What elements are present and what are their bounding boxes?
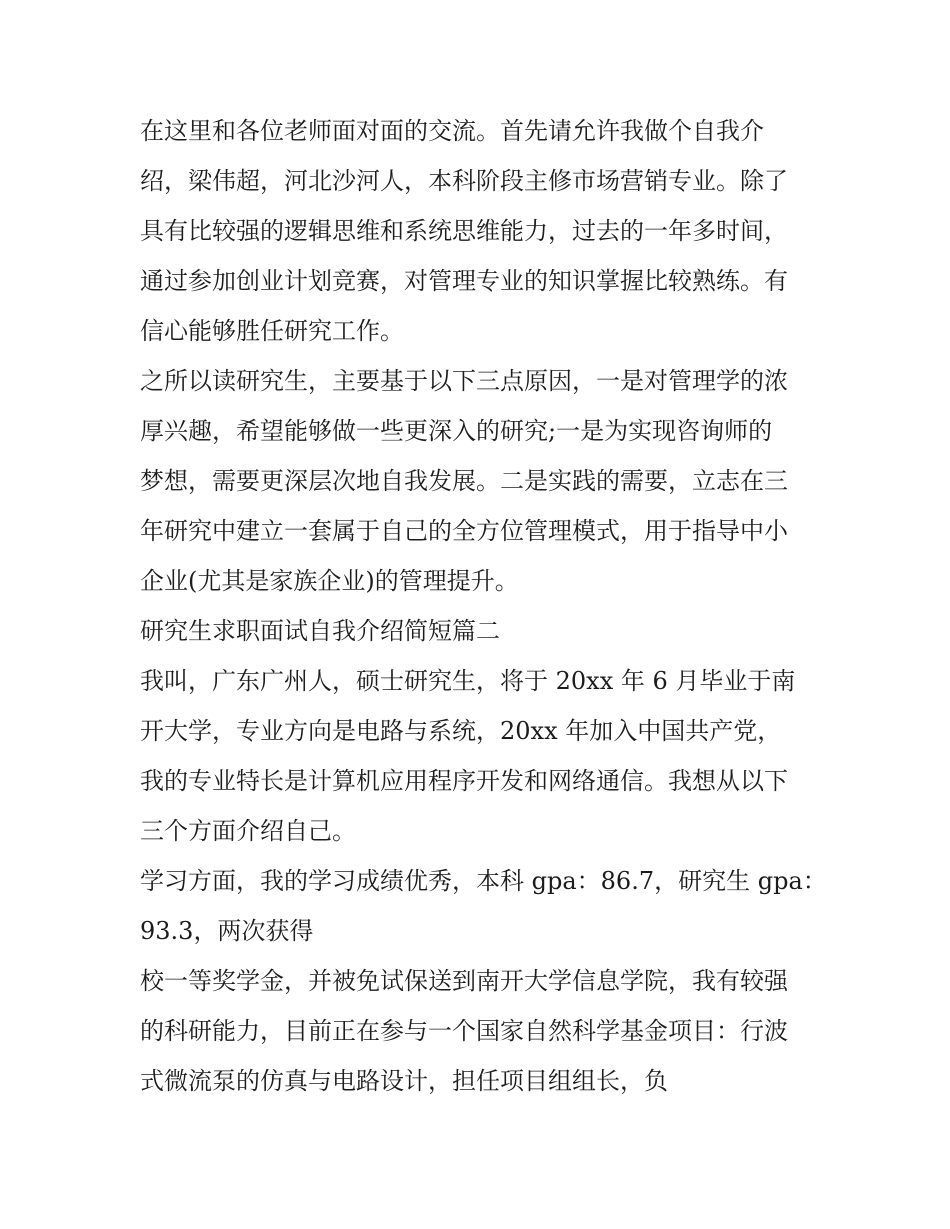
section-heading: 研究生求职面试自我介绍简短篇二 [140,617,500,645]
text-line-10: 企业(尤其是家族企业)的管理提升。 [140,567,519,595]
text-line-5: 信心能够胜任研究工作。 [140,317,404,345]
text-line-9: 年研究中建立一套属于自己的全方位管理模式，用于指导中小 [140,517,788,545]
text-line-3: 具有比较强的逻辑思维和系统思维能力，过去的一年多时间， [140,217,788,245]
text-line-4: 通过参加创业计划竞赛，对管理专业的知识掌握比较熟练。有 [140,267,788,295]
text-line-19: 的科研能力，目前正在参与一个国家自然科学基金项目：行波 [140,1017,788,1045]
text-line-16: 学习方面，我的学习成绩优秀，本科 gpa：86.7，研究生 gpa： [140,867,827,895]
text-line-13: 开大学，专业方向是电路与系统，20xx 年加入中国共产党， [140,717,782,745]
text-line-2: 绍，梁伟超，河北沙河人，本科阶段主修市场营销专业。除了 [140,167,788,195]
text-line-17: 93.3，两次获得 [140,917,314,945]
text-line-20: 式微流泵的仿真与电路设计，担任项目组组长，负 [140,1067,668,1095]
text-line-14: 我的专业特长是计算机应用程序开发和网络通信。我想从以下 [140,767,788,795]
text-line-6: 之所以读研究生，主要基于以下三点原因，一是对管理学的浓 [140,367,788,395]
text-line-8: 梦想，需要更深层次地自我发展。二是实践的需要，立志在三 [140,467,788,495]
text-line-12: 我叫，广东广州人，硕士研究生，将于 20xx 年 6 月毕业于南 [140,667,796,695]
text-line-1: 在这里和各位老师面对面的交流。首先请允许我做个自我介 [140,117,764,145]
text-line-15: 三个方面介绍自己。 [140,817,356,845]
text-line-18: 校一等奖学金，并被免试保送到南开大学信息学院，我有较强 [140,967,788,995]
document-body [140,106,830,1106]
text-line-7: 厚兴趣，希望能够做一些更深入的研究;一是为实现咨询师的 [140,417,773,445]
